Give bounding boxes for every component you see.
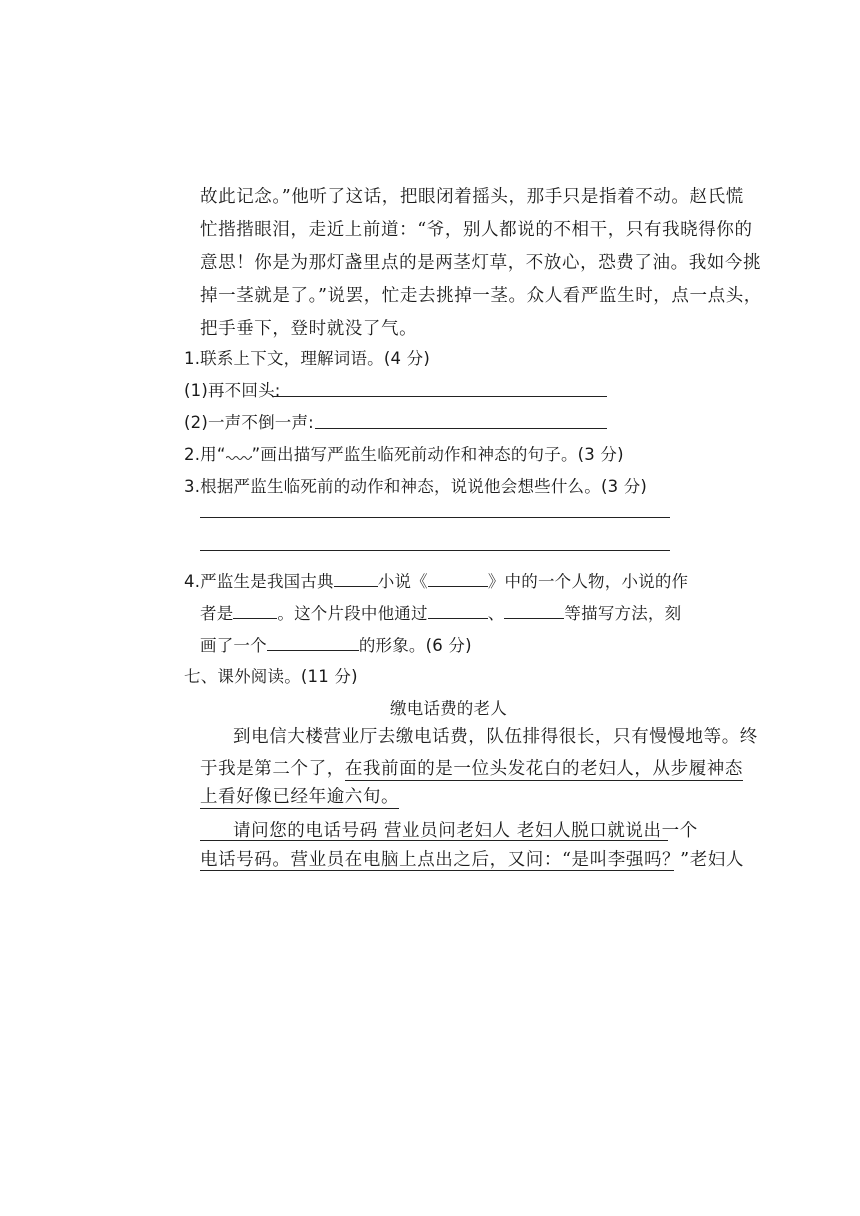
question-4-text-b: 小说《 — [377, 572, 428, 591]
question-3-answer-line-1[interactable] — [200, 517, 670, 518]
question-2-suffix: ”画出描写严监生临死前动作和神态的句子。(3 分) — [251, 445, 624, 464]
reading-para-1-line-1: 到电信大楼营业厅去缴电话费，队伍排得很长，只有慢慢地等。终 — [233, 727, 758, 747]
question-1-stem: 1.联系上下文，理解词语。(4 分) — [184, 349, 430, 368]
question-4-text-e: 。这个片段中他通过 — [277, 604, 428, 623]
question-4-blank-image[interactable] — [267, 634, 359, 651]
reading-para-2-line-1: 请问您的电话号码 营业员问老妇人 老妇人脱口就说出一个 — [233, 821, 698, 841]
question-4-text-a: 4.严监生是我国古典 — [184, 572, 334, 591]
question-4-blank-method-1[interactable] — [428, 602, 488, 619]
question-1b-label: (2)一声不倒一声: — [184, 413, 314, 432]
question-4-blank-author[interactable] — [233, 602, 277, 619]
question-4-blank-title[interactable] — [428, 570, 488, 587]
question-2-stem — [184, 444, 624, 466]
passage-line-5: 把手垂下，登时就没了气。 — [200, 319, 418, 339]
reading-para-2-line-2: 电话号码。营业员在电脑上点出之后，又问：“是叫李强吗？”老妇人 — [200, 850, 744, 870]
question-3-answer-line-2[interactable] — [200, 550, 670, 551]
passage-line-3: 意思！你是为那灯盏里点的是两茎灯草，不放心，恐费了油。我如今挑 — [200, 253, 762, 273]
reading-title: 缴电话费的老人 — [390, 699, 507, 718]
question-1a-answer-line[interactable] — [272, 396, 607, 397]
question-3-stem: 3.根据严监生临死前的动作和神态，说说他会想些什么。(3 分) — [184, 477, 648, 496]
question-4-text-c: 》中的一个人物，小说的作 — [487, 572, 689, 591]
question-4-text-d: 者是 — [200, 604, 234, 623]
question-1a-label: (1)再不回头: — [184, 381, 281, 400]
reading-para-1-line-2 — [200, 758, 743, 780]
question-1b-answer-line[interactable] — [315, 428, 607, 429]
passage-line-4: 掉一茎就是了。”说罢，忙走去挑掉一茎。众人看严监生时，点一点头， — [200, 286, 762, 306]
question-4-text-g: 等描写方法，刻 — [564, 604, 682, 623]
question-4-blank-genre[interactable] — [334, 570, 378, 587]
underlined-sentence-part-2: 上看好像已经年逾六旬。 — [200, 787, 400, 807]
passage-line-2: 忙揩揩眼泪，走近上前道：“爷，别人都说的不相干，只有我晓得你的 — [200, 220, 753, 240]
reading-para-1-line-2-plain: 于我是第二个了， — [200, 759, 345, 779]
reading-para-1-line-3 — [200, 786, 399, 808]
wavy-line-icon — [226, 452, 252, 460]
para-2-underline-2 — [200, 870, 674, 871]
question-4-text-f: 、 — [487, 604, 505, 623]
question-4-text-h: 画了一个 — [200, 636, 267, 655]
underlined-sentence-part-1: 在我前面的是一位头发花白的老妇人，从步履神态 — [344, 759, 744, 779]
question-2-prefix: 2.用“ — [184, 445, 226, 464]
question-4-text-i: 的形象。(6 分) — [358, 636, 472, 655]
question-4-line-1 — [184, 570, 688, 593]
para-2-underline-1 — [200, 840, 668, 841]
question-4-line-2 — [200, 602, 681, 625]
passage-line-1: 故此记念。”他听了这话，把眼闭着摇头，那手只是指着不动。赵氏慌 — [200, 187, 744, 207]
section-7-heading: 七、课外阅读。(11 分) — [184, 667, 358, 686]
question-4-line-3 — [200, 634, 472, 657]
question-4-blank-method-2[interactable] — [504, 602, 564, 619]
